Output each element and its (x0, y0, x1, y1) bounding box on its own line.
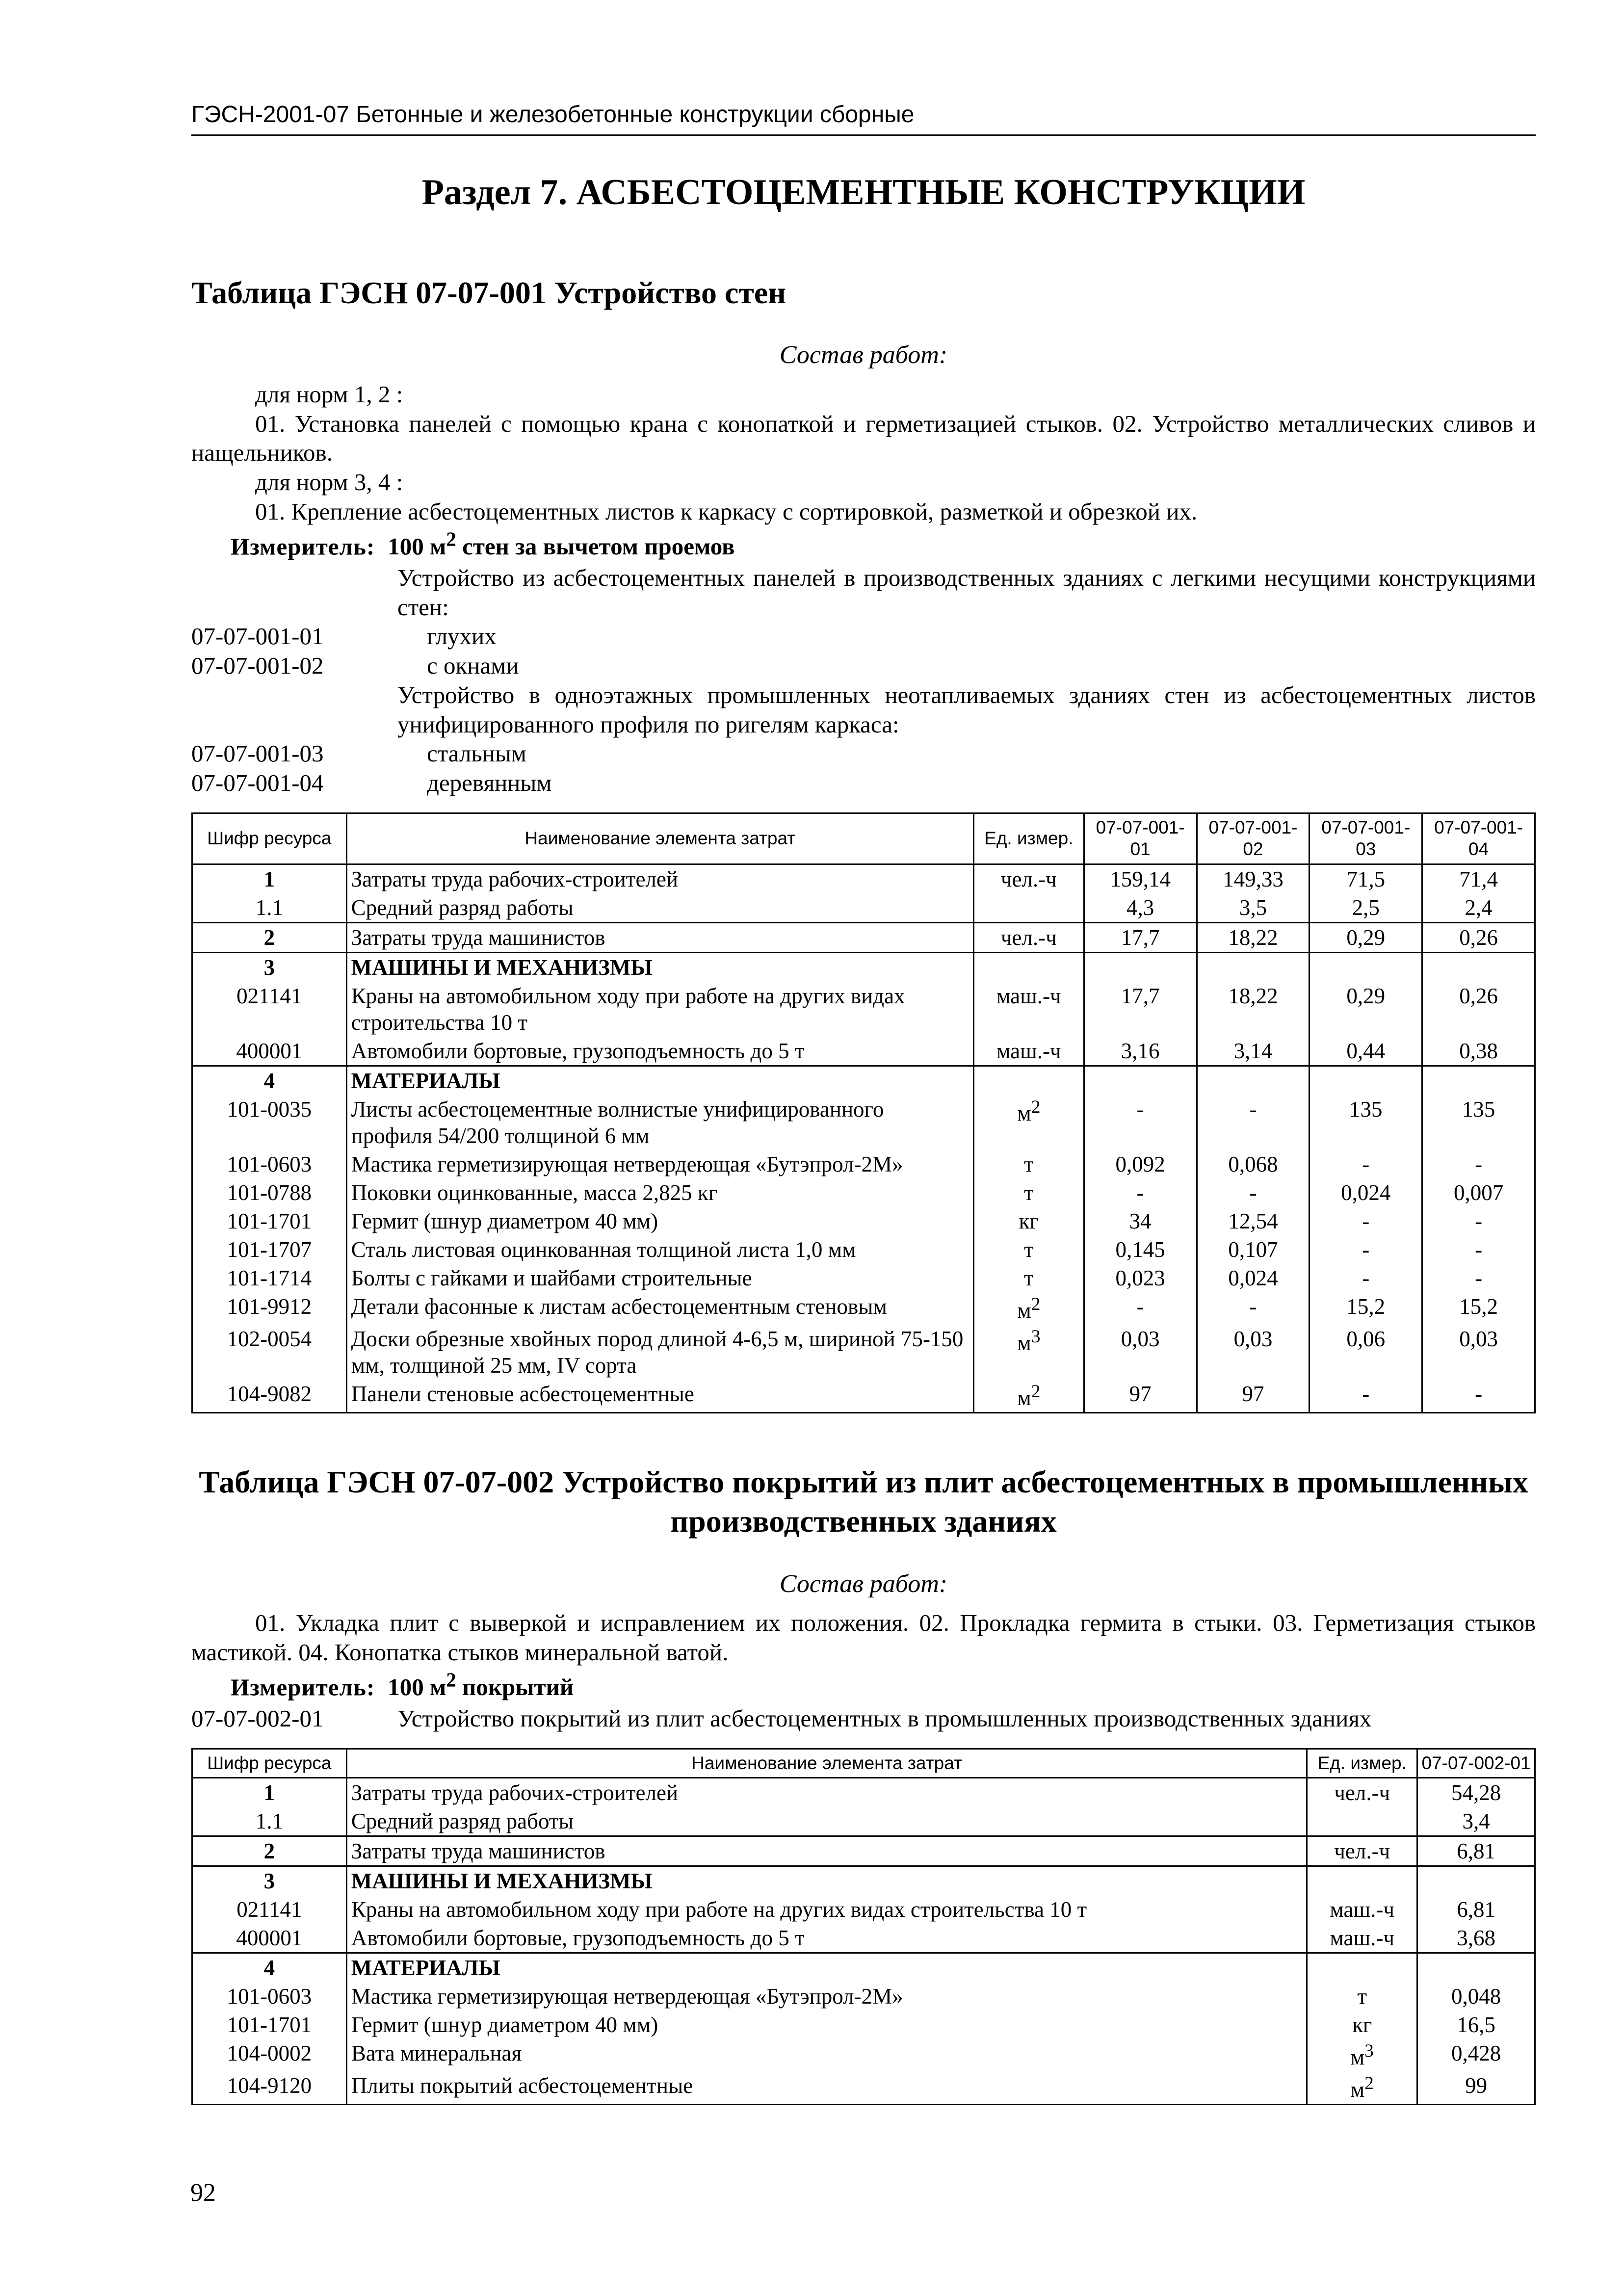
cell-value: 18,22 (1197, 982, 1310, 1037)
cell-value: 6,81 (1417, 1895, 1535, 1924)
table1-norm-item (191, 622, 1536, 651)
col-header-unit: Ед. измер. (973, 813, 1084, 864)
cell-value: 17,7 (1084, 922, 1197, 952)
cell-unit (1307, 2039, 1417, 2071)
cell-unit: чел.-ч (1307, 1836, 1417, 1866)
cell-value: 0,145 (1084, 1235, 1197, 1264)
table-row (192, 1207, 1535, 1235)
cell-unit (973, 1095, 1084, 1150)
cell-value: - (1422, 1264, 1535, 1292)
norm-code: 07-07-001-02 (191, 652, 324, 680)
cell-unit: т (973, 1235, 1084, 1264)
cell-unit (1307, 1807, 1417, 1836)
table-row (192, 1178, 1535, 1207)
cell-code: 4 (192, 1066, 347, 1095)
col-header-norm: 07-07-002-01 (1417, 1749, 1535, 1777)
cell-name: Краны на автомобильном ходу при работе на других видах строительства 10 т (346, 1895, 1307, 1924)
table1-title: Таблица ГЭСН 07-07-001 Устройство стен (191, 275, 786, 310)
cell-name: Затраты труда машинистов (346, 1836, 1307, 1866)
cell-unit (973, 1292, 1084, 1325)
table2-header-row (192, 1749, 1535, 1777)
cell-value: 12,54 (1197, 1207, 1310, 1235)
table-row (192, 1037, 1535, 1066)
cell-value (1197, 1066, 1310, 1095)
cell-unit (973, 1325, 1084, 1380)
cell-code: 104-9082 (192, 1380, 347, 1413)
cell-name: Гермит (шнур диаметром 40 мм) (346, 2011, 1307, 2039)
table1-measure-value-post: стен за вычетом проемов (456, 533, 735, 560)
cell-value: - (1310, 1207, 1422, 1235)
cell-unit: маш.-ч (973, 982, 1084, 1037)
cell-name: Доски обрезные хвойных пород длиной 4-6,5 м, шириной 75-150 мм, толщиной 25 мм, IV сорта (346, 1325, 973, 1380)
table1-measure-sup: 2 (446, 528, 456, 550)
cell-name: Средний разряд работы (346, 1807, 1307, 1836)
cell-value: 3,4 (1417, 1807, 1535, 1836)
table-row (192, 1778, 1535, 1807)
table-row (192, 1895, 1535, 1924)
cell-value: 0,26 (1422, 982, 1535, 1037)
cell-value: - (1422, 1207, 1535, 1235)
table-row (192, 1380, 1535, 1413)
table1-measure-value (388, 528, 735, 560)
table2-measure-sup: 2 (446, 1669, 456, 1691)
table-row (192, 1866, 1535, 1896)
cell-value: 135 (1422, 1095, 1535, 1150)
table2-works-title: Состав работ: (779, 1569, 948, 1598)
table2-resources (191, 1748, 1536, 2105)
unit-base: м (1017, 1330, 1031, 1355)
table-row (192, 1953, 1535, 1983)
table1-works-text-b: 01. Крепление асбестоцементных листов к каркасу с сортировкой, разметкой и обрезкой их. (255, 497, 1198, 525)
table-row (192, 1292, 1535, 1325)
table-gap (191, 1413, 1536, 1463)
cell-code: 3 (192, 952, 347, 982)
cell-value: 0,428 (1417, 2039, 1535, 2071)
cell-value: 4,3 (1084, 893, 1197, 923)
cell-unit: чел.-ч (1307, 1778, 1417, 1807)
table1-norm-item (191, 739, 1536, 768)
table2-measure (191, 1668, 1536, 1702)
cell-value: 18,22 (1197, 922, 1310, 952)
col-header-norm: 07-07-001-01 (1084, 813, 1197, 864)
cell-value: 0,048 (1417, 1982, 1535, 2011)
table2-measure-value (388, 1669, 574, 1701)
cell-code: 021141 (192, 1895, 347, 1924)
cell-unit (1307, 1953, 1417, 1983)
col-header-code: Шифр ресурса (192, 813, 347, 864)
cell-unit (1307, 2071, 1417, 2105)
table-row (192, 893, 1535, 923)
cell-value: 34 (1084, 1207, 1197, 1235)
cell-code: 2 (192, 922, 347, 952)
table-row (192, 1807, 1535, 1836)
table1-measure (191, 527, 1536, 561)
cell-value: 0,06 (1310, 1325, 1422, 1380)
norm-name: Устройство покрытий из плит асбестоцементных в промышленных производственных зданиях (397, 1705, 1372, 1732)
cell-value: 71,4 (1422, 864, 1535, 893)
cell-code: 101-1707 (192, 1235, 347, 1264)
cell-value: - (1197, 1292, 1310, 1325)
cell-value: 0,03 (1422, 1325, 1535, 1380)
cell-name: Затраты труда рабочих-строителей (346, 864, 973, 893)
cell-value: 54,28 (1417, 1778, 1535, 1807)
cell-name: Сталь листовая оцинкованная толщиной листа 1,0 мм (346, 1235, 973, 1264)
table1-works-text-a: 01. Установка панелей с помощью крана с конопаткой и герметизацией стыков. 02. Устройство металлических сливов и нащельников. (191, 410, 1536, 467)
cell-value: - (1084, 1178, 1197, 1207)
cell-value: - (1197, 1178, 1310, 1207)
cell-value: - (1422, 1380, 1535, 1413)
norm-code: 07-07-001-03 (191, 740, 324, 767)
col-header-name: Наименование элемента затрат (346, 813, 973, 864)
table-row (192, 1264, 1535, 1292)
cell-value (1422, 1066, 1535, 1095)
cell-unit (973, 1066, 1084, 1095)
table1-norm-group-1-description: Устройство из асбестоцементных панелей в производственных зданиях с легкими несущими конструкциями стен: (397, 564, 1536, 621)
table-row (192, 2071, 1535, 2105)
cell-value: 0,29 (1310, 922, 1422, 952)
table-row (192, 2039, 1535, 2071)
cell-value: - (1310, 1150, 1422, 1178)
table1-norm-group-2-description: Устройство в одноэтажных промышленных неотапливаемых зданиях стен из асбестоцементных листов унифицированного профиля по ригелям каркаса: (397, 681, 1536, 738)
cell-name: Краны на автомобильном ходу при работе на других видах строительства 10 т (346, 982, 973, 1037)
table1-header-row (192, 813, 1535, 864)
table-row (192, 952, 1535, 982)
cell-code: 102-0054 (192, 1325, 347, 1380)
cell-code: 4 (192, 1953, 347, 1983)
cell-value (1310, 1066, 1422, 1095)
unit-sup: 3 (1031, 1326, 1041, 1347)
cell-value: - (1084, 1292, 1197, 1325)
unit-base: м (1017, 1100, 1031, 1125)
cell-value: 3,14 (1197, 1037, 1310, 1066)
cell-value: 0,38 (1422, 1037, 1535, 1066)
cell-unit: кг (973, 1207, 1084, 1235)
cell-unit: маш.-ч (973, 1037, 1084, 1066)
cell-value: 16,5 (1417, 2011, 1535, 2039)
cell-code: 1 (192, 864, 347, 893)
cell-value (1197, 952, 1310, 982)
section-title: Раздел 7. АСБЕСТОЦЕМЕНТНЫЕ КОНСТРУКЦИИ (421, 172, 1306, 212)
table-row (192, 1325, 1535, 1380)
cell-value: 149,33 (1197, 864, 1310, 893)
table-row (192, 864, 1535, 893)
unit-base: м (1350, 2077, 1365, 2102)
cell-value: 2,4 (1422, 893, 1535, 923)
cell-value: 0,44 (1310, 1037, 1422, 1066)
cell-value: - (1422, 1235, 1535, 1264)
cell-name: Средний разряд работы (346, 893, 973, 923)
cell-name: Детали фасонные к листам асбестоцементным стеновым (346, 1292, 973, 1325)
cell-name: Плиты покрытий асбестоцементные (346, 2071, 1307, 2105)
cell-code: 104-9120 (192, 2071, 347, 2105)
table-row (192, 922, 1535, 952)
table1-works-norms-a: для норм 1, 2 : (255, 380, 403, 408)
unit-base: м (1017, 1298, 1031, 1323)
cell-value (1417, 1866, 1535, 1896)
cell-name: Листы асбестоцементные волнистые унифицированного профиля 54/200 толщиной 6 мм (346, 1095, 973, 1150)
cell-name: Гермит (шнур диаметром 40 мм) (346, 1207, 973, 1235)
cell-value (1417, 1953, 1535, 1983)
table1-works-title: Состав работ: (779, 341, 948, 369)
cell-value: 0,107 (1197, 1235, 1310, 1264)
cell-code: 104-0002 (192, 2039, 347, 2071)
cell-value: 71,5 (1310, 864, 1422, 893)
cell-value: - (1084, 1095, 1197, 1150)
table-row (192, 1235, 1535, 1264)
cell-value: 0,03 (1084, 1325, 1197, 1380)
running-header: ГЭСН-2001-07 Бетонные и железобетонные конструкции сборные (191, 101, 1536, 136)
col-header-norm: 07-07-001-04 (1422, 813, 1535, 864)
cell-value: 2,5 (1310, 893, 1422, 923)
table1-measure-label: Измеритель: (231, 533, 375, 560)
unit-sup: 2 (1031, 1097, 1041, 1117)
cell-code: 400001 (192, 1037, 347, 1066)
cell-value: - (1310, 1380, 1422, 1413)
cell-unit: чел.-ч (973, 864, 1084, 893)
cell-name: Мастика герметизирующая нетвердеющая «Бутэпрол-2М» (346, 1982, 1307, 2011)
cell-value: 135 (1310, 1095, 1422, 1150)
unit-base: м (1350, 2045, 1365, 2070)
table-row (192, 982, 1535, 1037)
cell-value (1084, 952, 1197, 982)
cell-group-name: МАШИНЫ И МЕХАНИЗМЫ (346, 952, 973, 982)
cell-value: 15,2 (1310, 1292, 1422, 1325)
unit-base: м (1017, 1385, 1031, 1410)
page-number: 92 (190, 2179, 216, 2207)
cell-value: 0,26 (1422, 922, 1535, 952)
cell-value: 3,16 (1084, 1037, 1197, 1066)
cell-name: Мастика герметизирующая нетвердеющая «Бутэпрол-2М» (346, 1150, 973, 1178)
cell-code: 101-0035 (192, 1095, 347, 1150)
page-content (191, 101, 1536, 2105)
norm-code: 07-07-002-01 (191, 1705, 324, 1732)
cell-group-name: МАШИНЫ И МЕХАНИЗМЫ (346, 1866, 1307, 1896)
cell-group-name: МАТЕРИАЛЫ (346, 1953, 1307, 1983)
cell-value: 0,007 (1422, 1178, 1535, 1207)
col-header-norm: 07-07-001-02 (1197, 813, 1310, 864)
cell-unit (973, 893, 1084, 923)
cell-value: 3,68 (1417, 1924, 1535, 1953)
cell-name: Поковки оцинкованные, масса 2,825 кг (346, 1178, 973, 1207)
table-row (192, 1924, 1535, 1953)
norm-name: стальным (427, 740, 526, 767)
table1-norm-item (191, 768, 1536, 798)
table2-works-text: 01. Укладка плит с выверкой и исправлением их положения. 02. Прокладка гермита в стыки. 03. Герметизация стыков мастикой. 04. Конопатка стыков минеральной ватой. (191, 1609, 1536, 1666)
cell-code: 1.1 (192, 1807, 347, 1836)
cell-name: Затраты труда машинистов (346, 922, 973, 952)
table2-measure-value-pre: 100 м (388, 1673, 446, 1701)
cell-name: Автомобили бортовые, грузоподъемность до 5 т (346, 1037, 973, 1066)
table1-norm-item (191, 651, 1536, 680)
cell-value (1310, 952, 1422, 982)
cell-value (1422, 952, 1535, 982)
cell-unit: маш.-ч (1307, 1924, 1417, 1953)
cell-value: 0,024 (1197, 1264, 1310, 1292)
cell-unit (973, 952, 1084, 982)
cell-unit: т (973, 1150, 1084, 1178)
cell-code: 101-0788 (192, 1178, 347, 1207)
table-row (192, 1095, 1535, 1150)
cell-value: 159,14 (1084, 864, 1197, 893)
col-header-norm: 07-07-001-03 (1310, 813, 1422, 864)
cell-value: 17,7 (1084, 982, 1197, 1037)
cell-name: Вата минеральная (346, 2039, 1307, 2071)
table-row (192, 1150, 1535, 1178)
unit-sup: 2 (1031, 1381, 1041, 1402)
norm-name: деревянным (427, 769, 552, 797)
unit-sup: 2 (1364, 2073, 1374, 2094)
cell-value: 0,024 (1310, 1178, 1422, 1207)
cell-value: 0,068 (1197, 1150, 1310, 1178)
cell-value: 0,29 (1310, 982, 1422, 1037)
cell-value: - (1310, 1264, 1422, 1292)
cell-code: 101-0603 (192, 1982, 347, 2011)
cell-value: 99 (1417, 2071, 1535, 2105)
table-row (192, 1836, 1535, 1866)
cell-code: 101-1714 (192, 1264, 347, 1292)
table2-measure-label: Измеритель: (231, 1673, 375, 1701)
cell-value: 0,092 (1084, 1150, 1197, 1178)
cell-unit (1307, 1866, 1417, 1896)
cell-name: Автомобили бортовые, грузоподъемность до 5 т (346, 1924, 1307, 1953)
table-row (192, 1982, 1535, 2011)
cell-value: - (1310, 1235, 1422, 1264)
cell-unit (973, 1380, 1084, 1413)
cell-code: 400001 (192, 1924, 347, 1953)
table2-measure-value-post: покрытий (456, 1673, 574, 1701)
cell-value: 3,5 (1197, 893, 1310, 923)
cell-value (1084, 1066, 1197, 1095)
cell-value: 15,2 (1422, 1292, 1535, 1325)
table1-resources (191, 812, 1536, 1413)
cell-value: - (1422, 1150, 1535, 1178)
norm-code: 07-07-001-04 (191, 769, 324, 797)
cell-unit: маш.-ч (1307, 1895, 1417, 1924)
cell-value: 97 (1197, 1380, 1310, 1413)
col-header-unit: Ед. измер. (1307, 1749, 1417, 1777)
cell-unit: т (1307, 1982, 1417, 2011)
cell-unit: кг (1307, 2011, 1417, 2039)
norm-name: глухих (427, 623, 497, 650)
col-header-name: Наименование элемента затрат (346, 1749, 1307, 1777)
cell-code: 1.1 (192, 893, 347, 923)
table2-norm-item (191, 1704, 1536, 1733)
cell-code: 101-1701 (192, 2011, 347, 2039)
cell-value: 6,81 (1417, 1836, 1535, 1866)
cell-code: 3 (192, 1866, 347, 1896)
cell-name: Панели стеновые асбестоцементные (346, 1380, 973, 1413)
norm-code: 07-07-001-01 (191, 623, 324, 650)
cell-unit: чел.-ч (973, 922, 1084, 952)
unit-sup: 3 (1364, 2041, 1374, 2062)
cell-name: Затраты труда рабочих-строителей (346, 1778, 1307, 1807)
unit-sup: 2 (1031, 1294, 1041, 1314)
table1-measure-value-pre: 100 м (388, 533, 446, 560)
table-row (192, 1066, 1535, 1095)
cell-code: 101-9912 (192, 1292, 347, 1325)
table2-title: Таблица ГЭСН 07-07-002 Устройство покрытий из плит асбестоцементных в промышленных производственных зданиях (199, 1464, 1528, 1539)
cell-value: 0,023 (1084, 1264, 1197, 1292)
cell-unit: т (973, 1264, 1084, 1292)
cell-value: 97 (1084, 1380, 1197, 1413)
cell-group-name: МАТЕРИАЛЫ (346, 1066, 973, 1095)
cell-value: - (1197, 1095, 1310, 1150)
cell-name: Болты с гайками и шайбами строительные (346, 1264, 973, 1292)
norm-name: с окнами (427, 652, 519, 680)
cell-code: 101-0603 (192, 1150, 347, 1178)
table1-works-norms-b: для норм 3, 4 : (255, 469, 403, 496)
col-header-code: Шифр ресурса (192, 1749, 347, 1777)
cell-value: 0,03 (1197, 1325, 1310, 1380)
cell-code: 021141 (192, 982, 347, 1037)
cell-unit: т (973, 1178, 1084, 1207)
cell-code: 101-1701 (192, 1207, 347, 1235)
cell-code: 1 (192, 1778, 347, 1807)
cell-code: 2 (192, 1836, 347, 1866)
table-row (192, 2011, 1535, 2039)
